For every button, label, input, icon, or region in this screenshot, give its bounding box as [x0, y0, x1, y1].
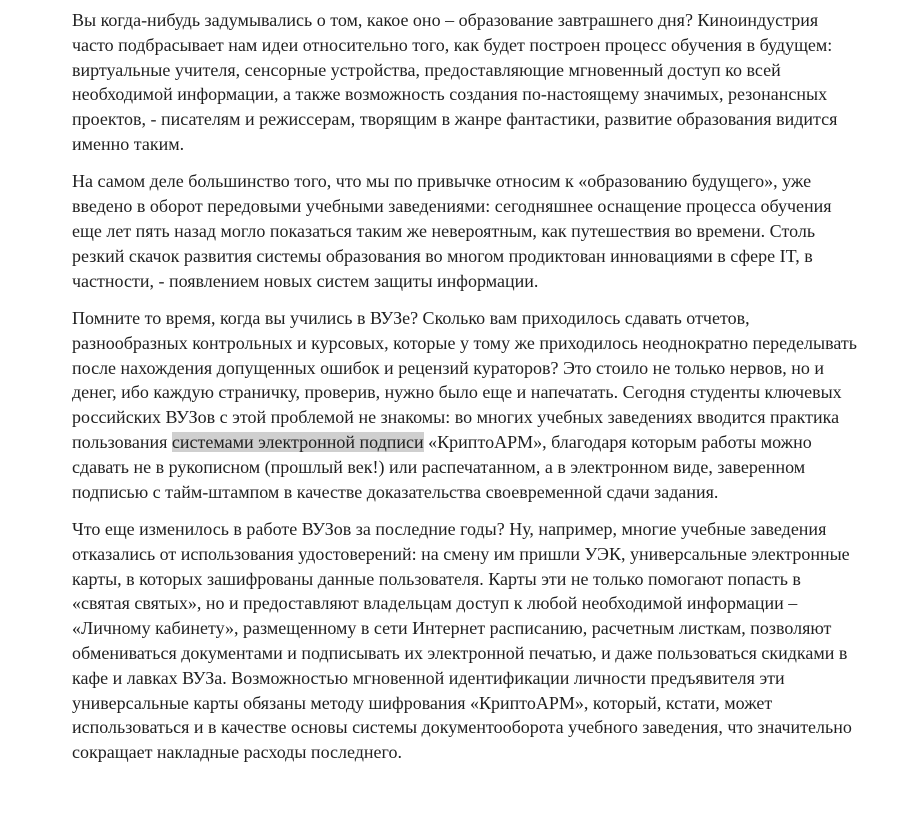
paragraph-2: На самом деле большинство того, что мы по привычке относим к «образованию будущего», уже введено в оборот передовыми учебными заведениями: сегодняшнее оснащение процесса обучения еще лет пять назад могло показаться таким же невероятным, как путешествия во времени. Столь резкий скачок развития системы образования во многом продиктован инновациями в сфере IT, в частности, - появлением новых систем защиты информации. [72, 171, 832, 291]
paragraph-1: Вы когда-нибудь задумывались о том, какое оно – образование завтрашнего дня? Киноиндустрия часто подбрасывает нам идеи относительно того, как будет построен процесс обучения в будущем: виртуальные учителя, сенсорные устройства, предоставляющие мгновенный доступ ко всей необходимой информации, а также возможность создания по-настоящему значимых, резонансных проектов, - писателям и режиссерам, творящим в жанре фантастики, развитие образования видится именно таким. [72, 10, 838, 154]
document-body [72, 8, 862, 777]
paragraph-3-text-before: Помните то время, когда вы учились в ВУЗе? Сколько вам приходилось сдавать отчетов, разнообразных контрольных и курсовых, которые у тому же приходилось неоднократно переделывать после нахождения допущенных ошибок и рецензий кураторов? Это стоило не только нервов, но и денег, ибо каждую страничку, проверив, нужно было еще и напечатать. Сегодня студенты ключевых российских ВУЗов с этой проблемой не знакомы: во многих учебных заведениях вводится практика пользования [72, 307, 857, 452]
highlighted-link-text[interactable]: системами электронной подписи [171, 431, 424, 452]
paragraph-3 [72, 306, 862, 504]
paragraph-3-text-after: «КриптоАРМ», благодаря которым работы можно сдавать не в рукописном (прошлый век!) или распечатанном, а в электронном виде, заверенном подписью с тайм-штампом в качестве доказательства своевременной сдачи задания. [72, 431, 812, 502]
paragraph-4: Что еще изменилось в работе ВУЗов за последние годы? Ну, например, многие учебные заведения отказались от использования удостоверений: на смену им пришли УЭК, универсальные электронные карты, в которых зашифрованы данные пользователя. Карты эти не только помогают попасть в «святая святых», но и предоставляют владельцам доступ к любой необходимой информации – «Личному кабинету», размещенному в сети Интернет расписанию, расчетным листкам, позволяют обмениваться документами и подписывать их электронной печатью, и даже пользоваться скидками в кафе и лавках ВУЗа. Возможностью мгновенной идентификации личности предъявителя эти универсальные карты обязаны методу шифрования «КриптоАРМ», который, кстати, может использоваться и в качестве основы системы документооборота учебного заведения, что значительно сокращает накладные расходы последнего. [72, 518, 852, 763]
